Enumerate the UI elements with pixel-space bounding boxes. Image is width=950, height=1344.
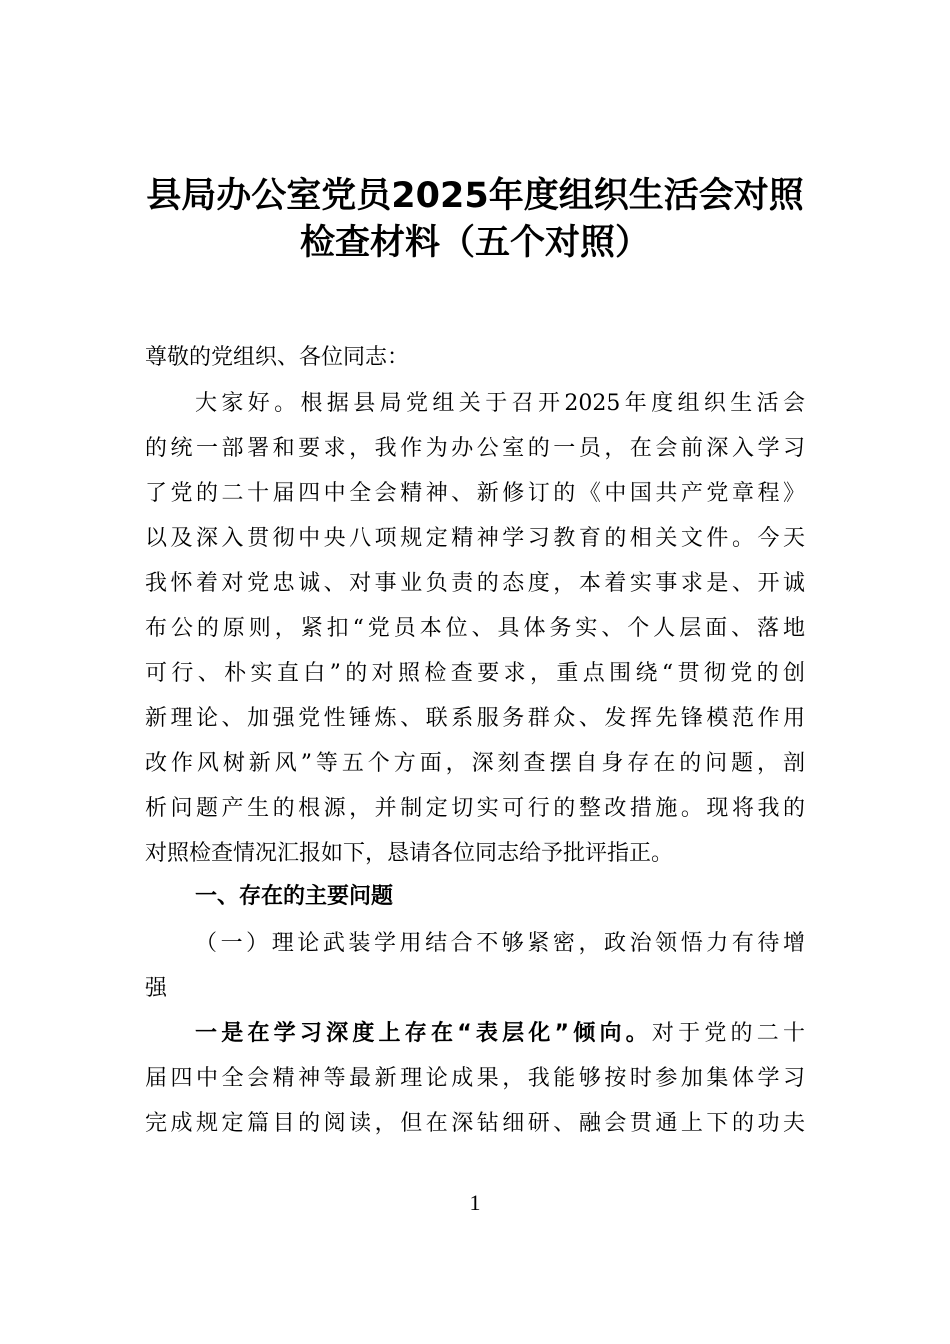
point-lead: 一是在学习深度上存在“表层化”倾向。 [195,1021,652,1046]
paragraph-line: 可行、朴实直白”的对照检查要求，重点围绕“贯彻党的创 [145,661,805,686]
paragraph-line: 完成规定篇目的阅读，但在深钻细研、融会贯通上下的功夫 [145,1111,805,1136]
paragraph-line: 析问题产生的根源，并制定切实可行的整改措施。现将我的 [145,796,805,821]
document-title-line1: 县局办公室党员2025年度组织生活会对照 [146,176,804,216]
paragraph-line: 对照检查情况汇报如下，恳请各位同志给予批评指正。 [145,841,674,866]
paragraph-line: 新理论、加强党性锤炼、联系服务群众、发挥先锋模范作用 [145,706,805,731]
salutation: 尊敬的党组织、各位同志： [145,345,410,370]
subheading-line: 强 [145,976,168,1001]
paragraph-line: 届四中全会精神等最新理论成果，我能够按时参加集体学习 [145,1066,805,1091]
paragraph-line: 了党的二十届四中全会精神、新修订的《中国共产党章程》 [145,481,805,506]
paragraph-line: 布公的原则，紧扣“党员本位、具体务实、个人层面、落地 [145,616,805,641]
paragraph-line: 我怀着对党忠诚、对事业负责的态度，本着实事求是、开诚 [145,571,805,596]
section-heading: 一、存在的主要问题 [195,884,394,909]
point-text: 对于党的二十 [651,1021,805,1046]
subheading-line: （一）理论武装学用结合不够紧密，政治领悟力有待增 [195,931,805,956]
paragraph-line: 以及深入贯彻中央八项规定精神学习教育的相关文件。今天 [145,526,805,551]
paragraph-line [145,1016,805,1047]
document-title-line2: 检查材料（五个对照） [299,223,650,263]
paragraph-line: 的统一部署和要求，我作为办公室的一员，在会前深入学习 [145,436,805,461]
page-number: 1 [469,1190,481,1215]
paragraph-line: 改作风树新风”等五个方面，深刻查摆自身存在的问题，剖 [145,751,805,776]
paragraph-line: 大家好。根据县局党组关于召开2025年度组织生活会 [195,391,805,416]
